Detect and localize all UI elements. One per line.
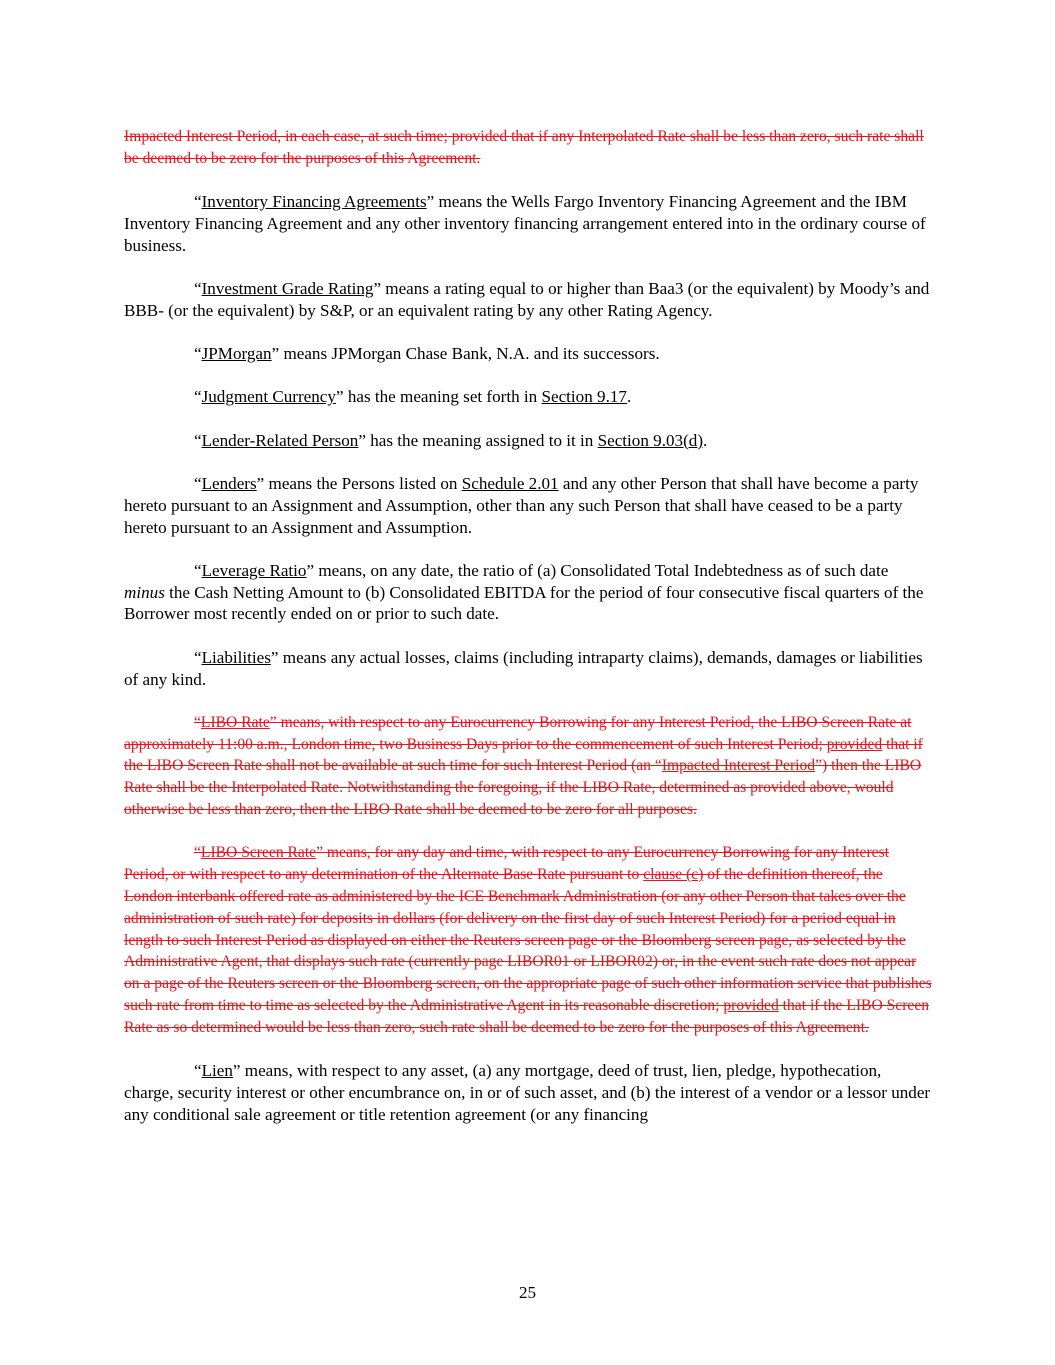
definition-lender-related-person [124, 430, 932, 452]
definition-lien [124, 1060, 932, 1125]
deleted-text: of the definition thereof, the London interbank offered rate as administered by the ICE Benchmark Administration (or any other Person that takes over the administration of such rate) for deposits in dollars (for delivery on the first day of such Interest Period) for a period equal in length to such Interest Period as displayed on either the Reuters screen page or the Bloomberg screen page, as selected by the Administrative Agent, that displays such rate (currently page LIBOR01 or LIBOR02) or, in the event such rate does not appear on a page of the Reuters screen or the Bloomberg screen, on the appropriate page of such other information service that publishes such rate from time to time as selected by the Administrative Agent in its reasonable discretion; [124, 866, 932, 1014]
definition-text: ” means JPMorgan Chase Bank, N.A. and its successors. [271, 344, 660, 364]
definition-investment-grade-rating [124, 278, 932, 322]
definition-text: ” means any actual losses, claims (including intraparty claims), demands, damages or liabilities of any kind. [124, 647, 923, 689]
defined-term: Lien [201, 1061, 233, 1080]
deleted-text: ” means, for any day and time, with respect to any Eurocurrency Borrowing for any Interest Period, or with respect to any determination of the Alternate Base Rate pursuant to [124, 844, 889, 884]
open-quote: “ [194, 278, 202, 298]
defined-term: Lender-Related Person [201, 430, 359, 450]
deleted-definition-libo-rate [124, 712, 932, 821]
definition-text: ” means, on any date, the ratio of (a) Consolidated Total Indebtedness as of such date [306, 560, 889, 580]
open-quote: “ [194, 713, 201, 731]
deleted-text: ” means, with respect to any Eurocurrency Borrowing for any Interest Period, the LIBO Screen Rate at approximately 11:00 a.m., London time, two Business Days prior to the commencement of such Interest Period; [124, 713, 912, 753]
defined-term: LIBO Rate [200, 713, 270, 731]
provided-term: provided [826, 735, 883, 753]
defined-term-impacted-interest-period: Impacted Interest Period [661, 757, 816, 775]
section-reference: Section 9.03(d) [597, 430, 704, 450]
schedule-reference: Schedule 2.01 [461, 473, 559, 493]
definition-inventory-financing-agreements [124, 191, 932, 256]
definition-jpmorgan [124, 343, 932, 365]
deleted-text: Impacted Interest Period, in each case, at such time; provided that if any Interpolated Rate shall be less than zero, such rate shall be deemed to be zero for the purposes of this Agreement. [124, 128, 924, 167]
definition-text: the Cash Netting Amount to (b) Consolidated EBITDA for the period of four consecutive fiscal quarters of the Borrower most recently ended on or prior to such date. [124, 582, 924, 624]
defined-term: JPMorgan [201, 344, 272, 364]
defined-term: Investment Grade Rating [201, 278, 374, 298]
deleted-text: that if the LIBO Screen Rate as so determined would be less than zero, such rate shall be deemed to be zero for the purposes of this Agreement. [124, 996, 930, 1036]
provided-term: provided [723, 996, 779, 1014]
defined-term: Liabilities [201, 647, 271, 667]
open-quote: “ [194, 430, 202, 450]
deleted-text: that if the LIBO Screen Rate shall not be available at such time for such Interest Period (an “ [124, 735, 923, 775]
open-quote: “ [194, 1061, 202, 1080]
defined-term: Inventory Financing Agreements [201, 192, 427, 212]
definition-text: and any other Person that shall have become a party hereto pursuant to an Assignment and Assumption, other than any such Person that shall have ceased to be a party hereto pursuant to an Assignment and Assumption. [124, 473, 919, 537]
open-quote: “ [194, 647, 202, 667]
definition-text: ” has the meaning set forth in [335, 387, 542, 407]
definition-judgment-currency [124, 386, 932, 408]
deleted-text: ”) then the LIBO Rate shall be the Interpolated Rate. Notwithstanding the foregoing, if the LIBO Rate, determined as provided above, would otherwise be less than zero, then the LIBO Rate shall be deemed to be zero for all purposes. [124, 757, 922, 819]
open-quote: “ [194, 344, 202, 364]
open-quote: “ [194, 192, 202, 212]
page-number: 25 [518, 1283, 537, 1302]
definition-text: ” has the meaning assigned to it in [358, 430, 598, 450]
defined-term: LIBO Screen Rate [200, 844, 317, 862]
period: . [703, 430, 708, 450]
defined-term: Judgment Currency [201, 387, 336, 407]
deleted-paragraph-interpolated-rate [124, 126, 932, 170]
open-quote: “ [194, 473, 202, 493]
definition-text: ” means a rating equal to or higher than Baa3 (or the equivalent) by Moody’s and BBB- (or the equivalent) by S&P, or an equivalent rating by any other Rating Agency. [124, 278, 930, 320]
open-quote: “ [194, 844, 201, 862]
document-page [124, 126, 932, 1147]
defined-term: Lenders [201, 473, 257, 493]
definition-text: ” means the Persons listed on [256, 473, 462, 493]
open-quote: “ [194, 560, 202, 580]
open-quote: “ [194, 387, 202, 407]
definition-leverage-ratio [124, 560, 932, 625]
definition-liabilities [124, 647, 932, 691]
definition-lenders [124, 473, 932, 538]
deleted-definition-libo-screen-rate [124, 842, 932, 1038]
section-reference: Section 9.17 [541, 387, 627, 407]
clause-reference: clause (c) [643, 866, 704, 884]
definition-text: ” means, with respect to any asset, (a) any mortgage, deed of trust, lien, pledge, hypothecation, charge, security interest or other encumbrance on, in or of such asset, and (b) the interest of a vendor or a lessor under any conditional sale agreement or title retention agreement (or any financing [124, 1061, 931, 1124]
defined-term: Leverage Ratio [201, 560, 307, 580]
period: . [626, 387, 632, 407]
definition-text: ” means the Wells Fargo Inventory Financing Agreement and the IBM Inventory Financing Agreement and any other inventory financing arrangement entered into in the ordinary course of business. [124, 192, 926, 255]
italic-term: minus [124, 582, 165, 602]
